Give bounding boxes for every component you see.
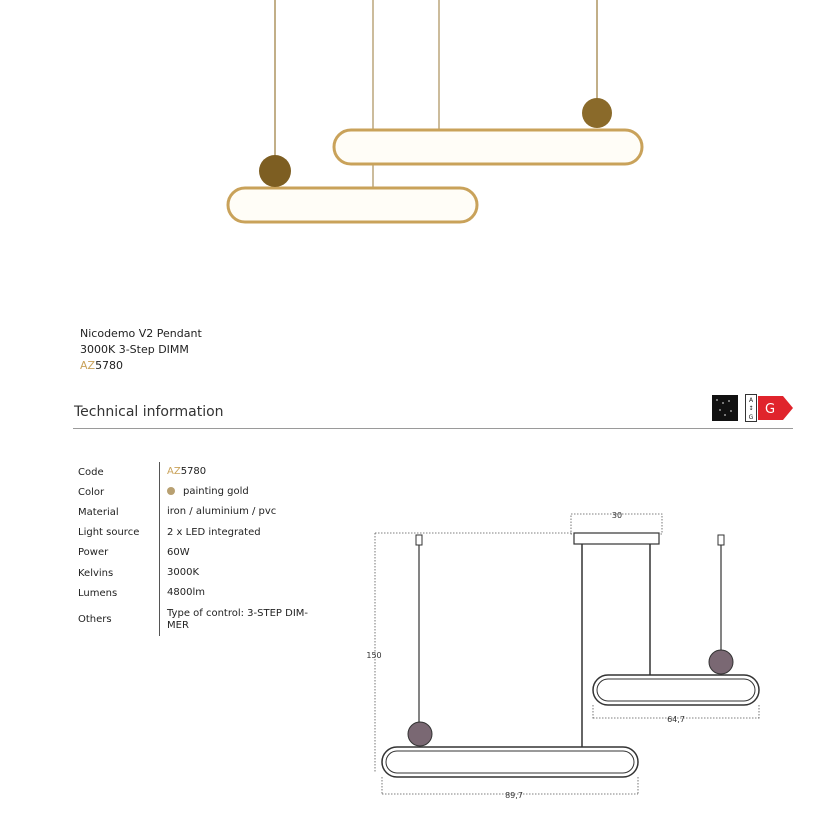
product-photo: [200, 0, 660, 240]
spec-value: 3000K: [167, 567, 200, 579]
dim-height: 150: [366, 651, 382, 660]
spec-label: Lumens: [78, 587, 118, 599]
spec-others-line1: Type of control: 3-STEP DIM-: [167, 607, 309, 619]
spec-row-material: [78, 502, 317, 522]
spec-label: Material: [78, 506, 119, 518]
spec-row-lumens: [78, 583, 317, 603]
spec-value: 2 x LED integrated: [167, 526, 261, 538]
spec-color-value: painting gold: [183, 486, 249, 498]
spec-label: Others: [78, 614, 112, 626]
dimension-drawing: [360, 505, 780, 805]
product-code-number: 5780: [95, 359, 124, 372]
spec-table: [78, 462, 317, 636]
spec-code-prefix: AZ: [167, 466, 181, 478]
spec-row-others: [78, 603, 317, 636]
spec-row-kelvins: [78, 563, 317, 583]
product-code: [80, 358, 202, 374]
dim-small-ring-width: 64,7: [667, 715, 685, 724]
spec-value: 60W: [167, 546, 190, 558]
section-divider: [73, 428, 793, 429]
product-name: Nicodemo V2 Pendant: [80, 327, 202, 340]
spec-value: 4800lm: [167, 587, 205, 599]
spec-value: [158, 608, 317, 632]
spec-row-power: [78, 543, 317, 563]
spec-row-color: [78, 482, 317, 502]
spec-label: Kelvins: [78, 567, 114, 579]
spec-label: Power: [78, 547, 109, 559]
spec-value: [158, 486, 317, 498]
spec-value: [158, 466, 317, 478]
svg-text:↕: ↕: [748, 405, 754, 412]
spec-row-code: [78, 462, 317, 482]
qr-code-icon: [712, 395, 738, 421]
spec-label: Code: [78, 466, 104, 478]
dim-large-ring-width: 89,7: [505, 791, 523, 800]
spec-row-light-source: [78, 523, 317, 543]
product-code-prefix: AZ: [80, 359, 96, 372]
section-heading: Technical information: [74, 404, 224, 420]
product-title-block: [80, 326, 202, 374]
spec-value: iron / aluminium / pvc: [167, 506, 277, 518]
product-spec-line: 3000K 3-Step DIMM: [80, 343, 189, 356]
energy-class-letter: G: [764, 402, 776, 417]
energy-scale-top: A: [748, 397, 754, 404]
energy-scale-bottom: G: [748, 414, 754, 421]
color-swatch-icon: [167, 487, 175, 495]
spec-others-line2: MER: [167, 619, 189, 631]
spec-label: Color: [78, 486, 105, 498]
dim-canopy-width: 30: [611, 511, 623, 520]
spec-label: Light source: [78, 527, 140, 539]
energy-class-label: [745, 394, 795, 422]
spec-code-number: 5780: [180, 466, 207, 478]
